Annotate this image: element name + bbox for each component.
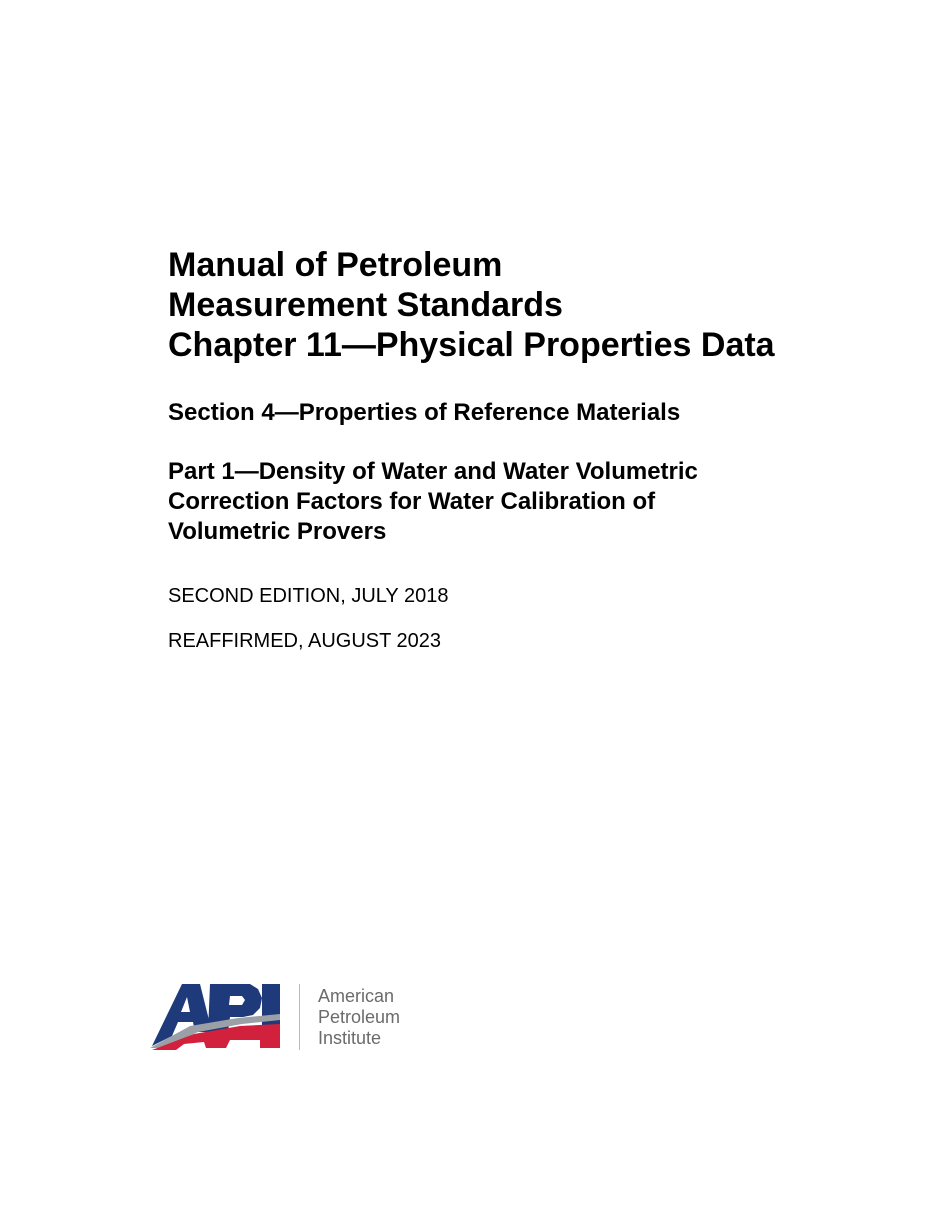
logo-divider <box>299 984 300 1050</box>
title-block <box>168 245 928 652</box>
title-line-2: Measurement Standards <box>168 286 563 324</box>
logo-organization-name <box>318 986 400 1049</box>
part-line-1: Part 1—Density of Water and Water Volumetric <box>168 458 698 485</box>
part-line-2: Correction Factors for Water Calibration of <box>168 488 656 515</box>
part-title <box>168 457 928 547</box>
section-title: Section 4—Properties of Reference Materials <box>168 399 681 426</box>
edition-statement: SECOND EDITION, JULY 2018 <box>168 585 449 607</box>
logo-name-line-1: American <box>318 986 395 1006</box>
logo-name-line-3: Institute <box>318 1028 382 1048</box>
document-title <box>168 245 928 365</box>
logo-letter-p-counter <box>229 996 245 1005</box>
part-line-3: Volumetric Provers <box>168 518 387 545</box>
api-logo <box>150 980 450 1060</box>
logo-name-line-2: Petroleum <box>318 1007 401 1027</box>
title-line-1: Manual of Petroleum <box>168 246 503 284</box>
title-line-3: Chapter 11—Physical Properties Data <box>168 326 775 364</box>
api-logo-mark-icon <box>150 980 290 1052</box>
reaffirmed-statement: REAFFIRMED, AUGUST 2023 <box>168 630 442 652</box>
